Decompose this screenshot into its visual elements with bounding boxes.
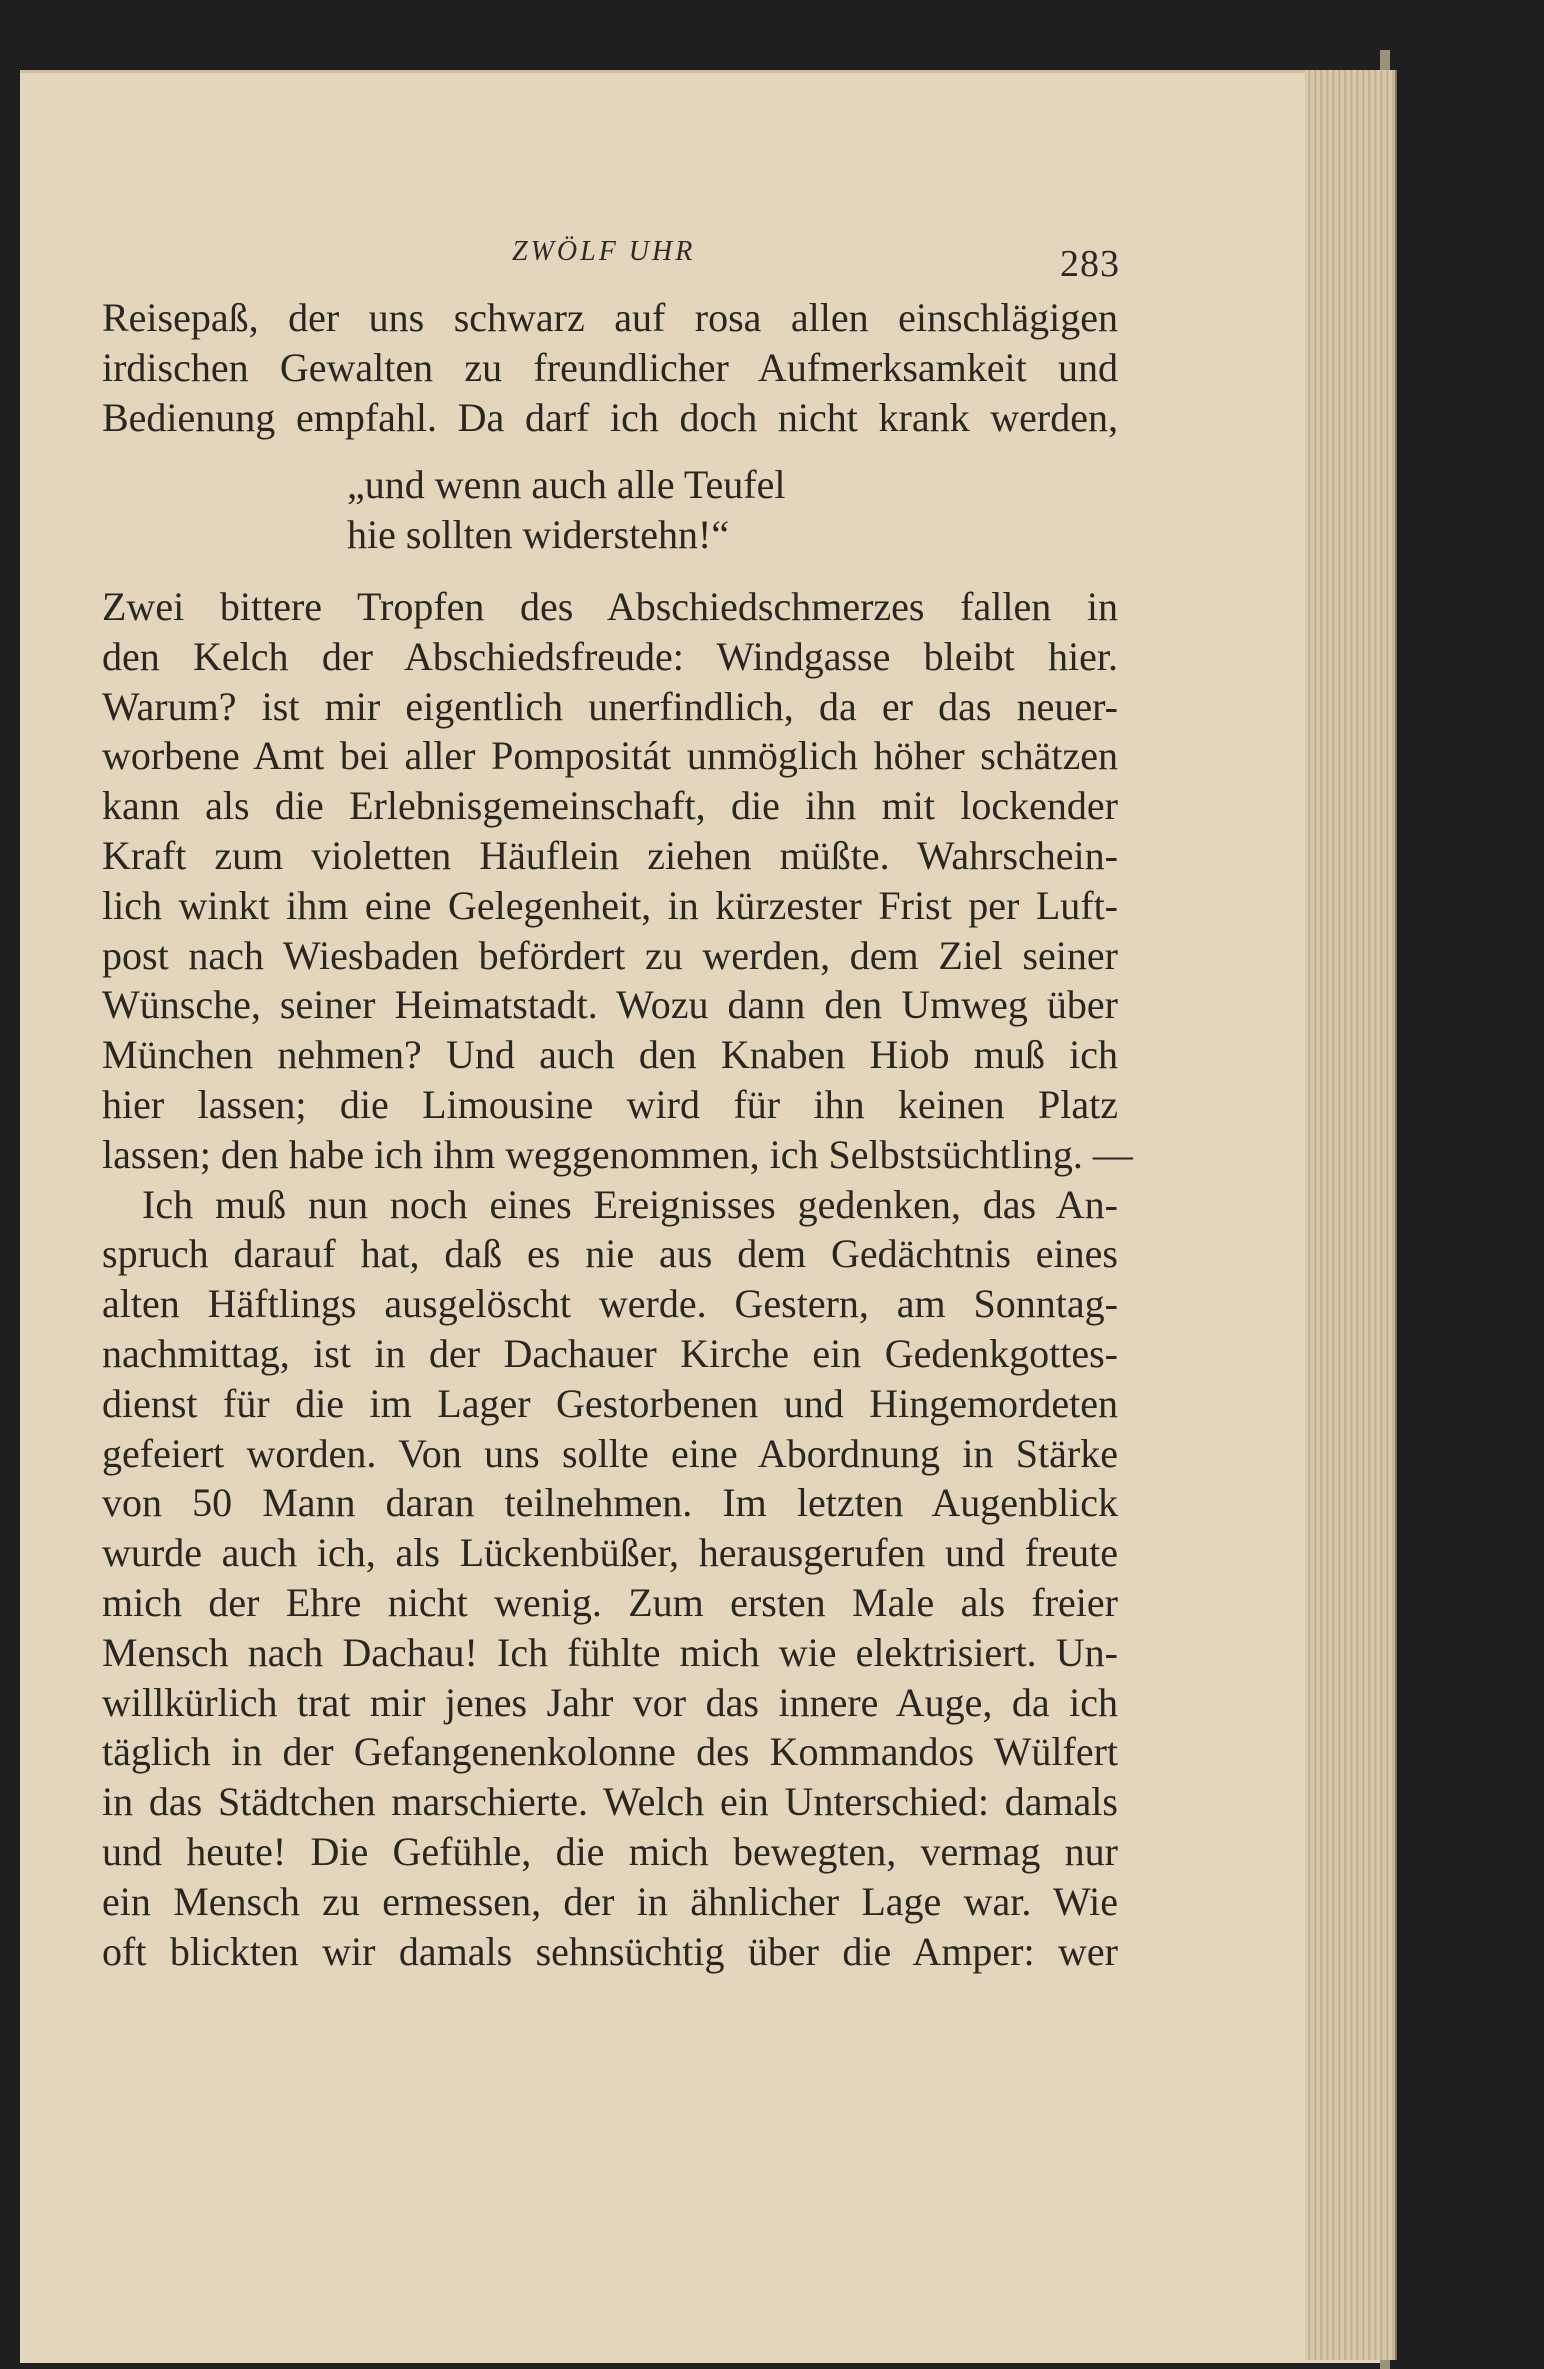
text-line: willkürlich trat mir jenes Jahr vor das innere Auge, da ich <box>102 1679 1118 1725</box>
text-line: täglich in der Gefangenenkolonne des Kommandos Wülfert <box>102 1729 1118 1775</box>
text-line: irdischen Gewalten zu freundlicher Aufmerksamkeit und <box>102 344 1118 390</box>
text-line: gefeiert worden. Von uns sollte eine Abordnung in Stärke <box>102 1430 1118 1476</box>
text-line: Mensch nach Dachau! Ich fühlte mich wie elektrisiert. Un- <box>102 1629 1118 1675</box>
text-line: ein Mensch zu ermessen, der in ähnlicher Lage war. Wie <box>102 1878 1118 1924</box>
text-line: worbene Amt bei aller Pompositát unmöglich höher schätzen <box>102 733 1118 779</box>
text-line: Bedienung empfahl. Da darf ich doch nicht krank werden, <box>102 394 1118 440</box>
verse-line: hie sollten widerstehn!“ <box>347 512 730 558</box>
text-line: post nach Wiesbaden befördert zu werden, dem Ziel seiner <box>102 932 1118 978</box>
text-line: Wünsche, seiner Heimatstadt. Wozu dann den Umweg über <box>102 982 1118 1028</box>
text-line: nachmittag, ist in der Dachauer Kirche ein Gedenkgottes- <box>102 1330 1118 1376</box>
text-line: und heute! Die Gefühle, die mich bewegten, vermag nur <box>102 1828 1118 1874</box>
text-line: hier lassen; die Limousine wird für ihn keinen Platz <box>102 1081 1118 1127</box>
running-title: ZWÖLF UHR <box>512 236 696 267</box>
text-line: Ich muß nun noch eines Ereignisses gedenken, das An- <box>142 1181 1118 1227</box>
text-line: Warum? ist mir eigentlich unerfindlich, da er das neuer- <box>102 683 1118 729</box>
text-line: alten Häftlings ausgelöscht werde. Gestern, am Sonntag- <box>102 1281 1118 1327</box>
text-line: dienst für die im Lager Gestorbenen und Hingemordeten <box>102 1380 1118 1426</box>
text-line: mich der Ehre nicht wenig. Zum ersten Male als freier <box>102 1579 1118 1625</box>
text-line: lich winkt ihm eine Gelegenheit, in kürzester Frist per Luft- <box>102 882 1118 928</box>
verse-quote <box>102 460 1118 560</box>
text-line: München nehmen? Und auch den Knaben Hiob muß ich <box>102 1032 1118 1078</box>
text-line: oft blickten wir damals sehnsüchtig über die Amper: wer <box>102 1928 1118 1974</box>
text-line: lassen; den habe ich ihm weggenommen, ich Selbstsüchtling. — <box>102 1131 1133 1177</box>
text-line: Kraft zum violetten Häuflein ziehen müßte. Wahrschein- <box>102 832 1118 878</box>
page-number: 283 <box>1060 243 1120 285</box>
text-line: von 50 Mann daran teilnehmen. Im letzten Augenblick <box>102 1480 1118 1526</box>
text-line: Zwei bittere Tropfen des Abschiedschmerzes fallen in <box>102 583 1118 629</box>
paragraph-1 <box>102 293 1118 442</box>
body-text <box>102 293 1133 1976</box>
text-line: in das Städtchen marschierte. Welch ein Unterschied: damals <box>102 1779 1118 1825</box>
text-line: den Kelch der Abschiedsfreude: Windgasse bleibt hier. <box>102 633 1118 679</box>
paragraph-2 <box>102 582 1133 1180</box>
text-line: Reisepaß, der uns schwarz auf rosa allen einschlägigen <box>102 295 1118 340</box>
verse-line: „und wenn auch alle Teufel <box>347 462 786 508</box>
text-line: wurde auch ich, als Lückenbüßer, herausgerufen und freute <box>102 1530 1118 1576</box>
text-line: kann als die Erlebnisgemeinschaft, die ihn mit lockender <box>102 783 1118 829</box>
paragraph-3 <box>102 1180 1118 1977</box>
page-stack-edges <box>1305 70 1397 2360</box>
text-line: spruch darauf hat, daß es nie aus dem Gedächtnis eines <box>102 1231 1118 1277</box>
